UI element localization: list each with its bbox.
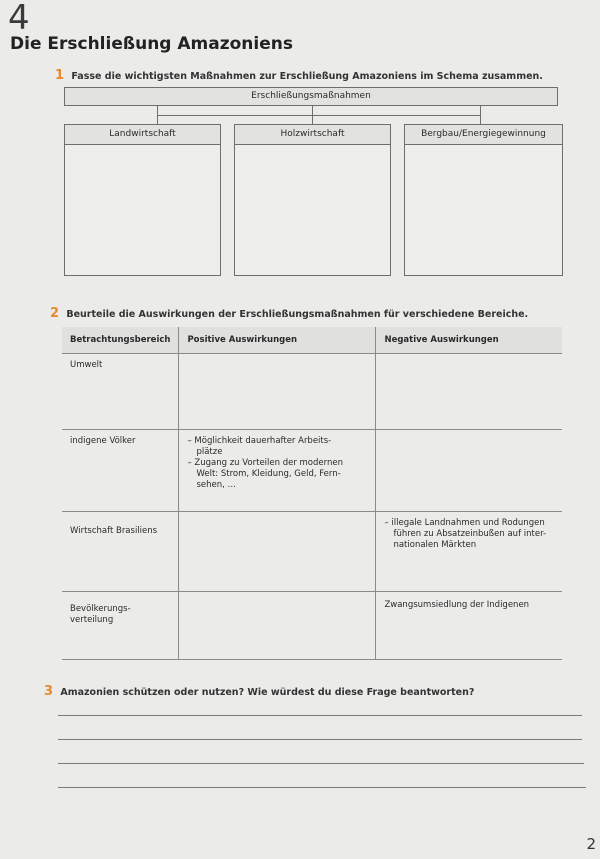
page-title: Die Erschließung Amazoniens xyxy=(10,34,293,54)
schema-column-label: Landwirtschaft xyxy=(65,125,220,145)
answer-line[interactable] xyxy=(58,787,586,788)
schema-connector xyxy=(480,115,481,124)
schema-connector xyxy=(157,115,158,124)
answer-line[interactable] xyxy=(58,715,582,716)
table-cell-positive xyxy=(179,430,376,512)
schema-connector xyxy=(312,115,313,124)
schema-column-label: Holzwirtschaft xyxy=(235,125,390,145)
table-cell-positive xyxy=(179,592,376,660)
task-1-text: Fasse die wichtigsten Maßnahmen zur Erschließung Amazoniens im Schema zusammen. xyxy=(71,71,543,82)
cell-line: – illegale Landnahmen und Rodungen xyxy=(384,518,545,528)
cell-line: – Möglichkeit dauerhafter Arbeits- xyxy=(187,436,332,446)
table-cell-area: Wirtschaft Brasiliens xyxy=(62,512,179,592)
table-cell-positive xyxy=(179,512,376,592)
task-2 xyxy=(50,306,528,321)
answer-line[interactable] xyxy=(58,763,584,764)
schema-connector xyxy=(480,105,481,115)
task-3-text: Amazonien schützen oder nutzen? Wie würdest du diese Frage beantworten? xyxy=(60,687,475,698)
table-header: Betrachtungsbereich xyxy=(62,327,179,354)
table-row xyxy=(62,512,562,592)
page-number-bottom: 2 xyxy=(586,835,596,853)
table-cell-area: Umwelt xyxy=(62,354,179,430)
table-cell-area: indigene Völker xyxy=(62,430,179,512)
table-row xyxy=(62,592,562,660)
cell-line: – Zugang zu Vorteilen der modernen xyxy=(187,458,343,468)
cell-line: Welt: Strom, Kleidung, Geld, Fern- xyxy=(196,469,341,479)
cell-line: plätze xyxy=(196,447,223,457)
schema-column-landwirtschaft xyxy=(64,124,221,276)
task-2-text: Beurteile die Auswirkungen der Erschließungsmaßnahmen für verschiedene Bereiche. xyxy=(66,309,529,320)
schema-top-box: Erschließungsmaßnahmen xyxy=(64,87,558,106)
task-1-number: 1 xyxy=(55,68,65,83)
table-cell-area: Bevölkerungs- verteilung xyxy=(62,592,179,660)
task-1 xyxy=(55,68,543,83)
schema-column-label: Bergbau/Energiegewinnung xyxy=(405,125,562,145)
table-row xyxy=(62,354,562,430)
cell-line: nationalen Märkten xyxy=(393,540,477,550)
cell-line: führen zu Absatzeinbußen auf inter- xyxy=(393,529,547,539)
table-header: Positive Auswirkungen xyxy=(179,327,376,354)
table-cell-negative xyxy=(376,430,562,512)
schema-connector xyxy=(157,105,158,115)
task-2-number: 2 xyxy=(50,306,60,321)
answer-line[interactable] xyxy=(58,739,582,740)
table-header: Negative Auswirkungen xyxy=(376,327,562,354)
schema-connector xyxy=(157,115,481,116)
table-cell-negative: Zwangsumsiedlung der Indigenen xyxy=(376,592,562,660)
table-header-row xyxy=(62,327,562,354)
impact-table xyxy=(62,327,562,660)
table-cell-negative xyxy=(376,354,562,430)
schema-connector xyxy=(312,105,313,115)
cell-line: sehen, … xyxy=(196,480,237,490)
table-cell-positive xyxy=(179,354,376,430)
task-3-number: 3 xyxy=(44,684,54,699)
schema-column-holzwirtschaft xyxy=(234,124,391,276)
table-row xyxy=(62,430,562,512)
task-3 xyxy=(44,684,474,699)
schema-column-bergbau xyxy=(404,124,563,276)
table-cell-negative xyxy=(376,512,562,592)
page-number-top: 4 xyxy=(8,0,30,38)
